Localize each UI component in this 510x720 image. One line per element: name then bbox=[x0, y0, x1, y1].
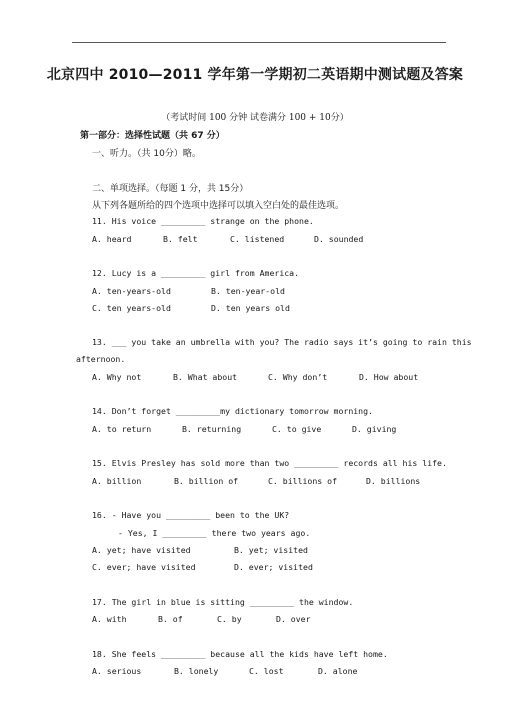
section-choice: 二、单项选择。（每题 1 分，共 15分） bbox=[92, 184, 249, 194]
question-stem: 14. Don’t forget _________my dictionary tomorrow morning. bbox=[92, 406, 373, 416]
option-b: B. returning bbox=[182, 424, 242, 434]
question-stem: 18. She feels _________ because all the kids have left home. bbox=[92, 649, 388, 659]
option-a: A. heard bbox=[92, 234, 132, 244]
option-d: D. How about bbox=[359, 372, 419, 382]
question-stem: 12. Lucy is a _________ girl from America. bbox=[92, 268, 300, 278]
option-b: B. lonely bbox=[174, 666, 219, 676]
option-b: B. of bbox=[158, 614, 183, 624]
option-a: A. to return bbox=[92, 424, 152, 434]
question-stem-cont: - Yes, I _________ there two years ago. bbox=[118, 528, 311, 538]
option-c: C. by bbox=[217, 614, 242, 624]
option-a: A. serious bbox=[92, 666, 142, 676]
option-c: C. Why don’t bbox=[268, 372, 328, 382]
option-a: A. yet; have visited bbox=[92, 545, 191, 555]
question-stem-cont: afternoon. bbox=[76, 354, 126, 364]
option-d: D. ever; visited bbox=[234, 562, 313, 572]
option-b: B. felt bbox=[163, 234, 198, 244]
option-d: D. sounded bbox=[314, 234, 364, 244]
option-b: B. ten-year-old bbox=[211, 286, 285, 296]
option-a: A. with bbox=[92, 614, 127, 624]
option-b: B. yet; visited bbox=[234, 545, 308, 555]
option-c: C. lost bbox=[249, 666, 284, 676]
option-c: C. ever; have visited bbox=[92, 562, 196, 572]
option-c: C. billions of bbox=[268, 476, 338, 486]
option-a: A. ten-years-old bbox=[92, 286, 171, 296]
option-a: A. billion bbox=[92, 476, 142, 486]
question-stem: 15. Elvis Presley has sold more than two _________ records all his life. bbox=[92, 458, 447, 468]
part-heading: 第一部分：选择性试题（共 67 分） bbox=[80, 131, 225, 141]
question-stem: 11. His voice _________ strange on the phone. bbox=[92, 216, 314, 226]
option-d: D. billions bbox=[366, 476, 421, 486]
option-d: D. giving bbox=[352, 424, 397, 434]
section-instruction: 从下列各题所给的四个选项中选择可以填入空白处的最佳选项。 bbox=[92, 201, 345, 211]
option-c: C. to give bbox=[272, 424, 322, 434]
page-title: 北京四中 2010—2011 学年第一学期初二英语期中测试题及答案 bbox=[46, 67, 464, 83]
section-listening: 一、听力。（共 10分）略。 bbox=[92, 149, 201, 159]
option-a: A. Why not bbox=[92, 372, 142, 382]
option-c: C. listened bbox=[230, 234, 285, 244]
option-d: D. alone bbox=[318, 666, 358, 676]
option-b: B. billion of bbox=[174, 476, 239, 486]
question-stem: 16. - Have you _________ been to the UK? bbox=[92, 510, 290, 520]
exam-info: （考试时间 100 分钟 试卷满分 100 + 10分） bbox=[161, 113, 349, 123]
option-b: B. What about bbox=[173, 372, 238, 382]
option-d: D. over bbox=[276, 614, 311, 624]
question-stem: 13. ___ you take an umbrella with you? The radio says it’s going to rain this bbox=[92, 337, 472, 347]
option-c: C. ten years-old bbox=[92, 303, 171, 313]
option-d: D. ten years old bbox=[211, 303, 290, 313]
header-rule bbox=[72, 42, 446, 43]
question-stem: 17. The girl in blue is sitting _________ the window. bbox=[92, 597, 354, 607]
